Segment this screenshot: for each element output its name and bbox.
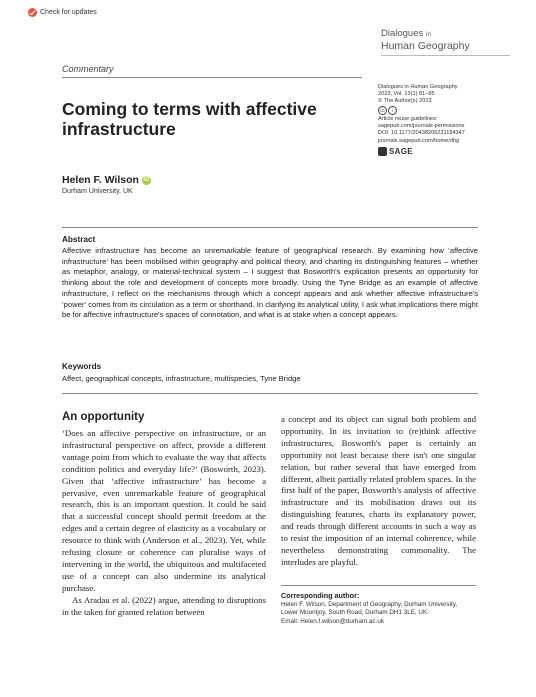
journal-logo-line2: Human Geography bbox=[381, 40, 470, 52]
section-heading: An opportunity bbox=[62, 411, 145, 423]
corresponding-line: Lower Mountjoy, South Road, Durham DH1 3LE, UK. bbox=[281, 609, 429, 617]
cc-license-icons[interactable] bbox=[378, 106, 518, 115]
meta-reuse-link[interactable]: sagepub.com/journals-permissions bbox=[378, 123, 465, 130]
journal-logo-in: in bbox=[425, 31, 431, 38]
journal-logo-line1: Dialogues bbox=[381, 28, 424, 39]
corresponding-details bbox=[281, 601, 481, 626]
sage-icon bbox=[378, 147, 387, 156]
publisher-name: SAGE bbox=[389, 146, 413, 156]
keywords-heading: Keywords bbox=[62, 362, 102, 371]
header-divider bbox=[62, 77, 362, 78]
body-paragraph: a concept and its object can signal both problem and opportunity. In its invitation to (re)think affective infrastructures, Bosworth's paper is certainly an opportunity not least because there isn't one singular relation, but rather several that have emerged from different, albeit partially related problem spaces. In the first half of the paper, Bosworth's analysis of affective infrastructure and its mobilisation draws out its distinguishing features, charts its explanatory power, and reads through different accounts in such a way as to resist the imposition of an internal coherence, while nevertheless demonstrating commonality. The interludes are playful. bbox=[281, 414, 476, 567]
meta-journal: Dialogues in Human Geography bbox=[378, 84, 458, 90]
meta-reuse: Article reuse guidelines: bbox=[378, 116, 438, 123]
check-for-updates-badge[interactable] bbox=[28, 5, 97, 19]
orcid-icon[interactable]: iD bbox=[143, 177, 150, 183]
check-updates-icon bbox=[28, 8, 37, 17]
body-column-right bbox=[281, 414, 476, 569]
body-column-left bbox=[62, 428, 266, 619]
author-affiliation: Durham University, UK bbox=[62, 188, 133, 195]
journal-logo bbox=[381, 28, 511, 52]
publisher-logo bbox=[378, 147, 518, 156]
meta-doi[interactable]: DOI: 10.1177/20438206231154347 bbox=[378, 130, 465, 137]
meta-home-link[interactable]: journals.sagepub.com/home/dhg bbox=[378, 137, 460, 144]
author-name: Helen F. Wilson bbox=[62, 174, 139, 186]
check-for-updates-label: Check for updates bbox=[40, 8, 97, 16]
cc-icon: cc bbox=[378, 106, 387, 115]
author-line bbox=[62, 174, 151, 186]
meta-volume: 2023, Vol. 13(1) 81–85 bbox=[378, 91, 435, 98]
body-paragraph: ‘Does an affective perspective on infrastructure, or an infrastructural perspective on affect, provide a different vantage point from which to evaluate the way that affects condition politics and everyday life?’ (Bosworth, 2023). Given that ‘affective infrastructure’ has become a pervasive, even unremarkable feature of geographical research, this is an important question. It could be said that a successful concept should permit freedom at the edges and a certain degree of elasticity as a vocabulary or resource to think with (Anderson et al., 2023). Yet, while refusing closure or coherence can pluralise ways of intervening in the world, the ubiquitous and multifaceted use of a concept can also undermine its analytical purchase. bbox=[62, 428, 266, 593]
corresponding-divider bbox=[281, 585, 476, 586]
section-label: Commentary bbox=[62, 64, 114, 74]
article-metadata bbox=[378, 84, 518, 156]
corresponding-heading: Corresponding author: bbox=[281, 591, 360, 600]
article-title: Coming to terms with affective infrastructure bbox=[62, 99, 317, 139]
body-paragraph: As Aradau et al. (2022) argue, attending to disruptions in the taken for granted relation between bbox=[62, 594, 266, 617]
keywords-text: Affect, geographical concepts, infrastructure, multispecies, Tyne Bridge bbox=[62, 374, 301, 383]
keywords-divider bbox=[62, 393, 478, 394]
meta-copyright: © The Author(s) 2023 bbox=[378, 98, 432, 105]
corresponding-line: Helen F. Wilson, Department of Geography, Durham University, bbox=[281, 601, 458, 608]
corresponding-email[interactable]: Email: Helen.f.wilson@durham.ac.uk bbox=[281, 617, 384, 625]
abstract-divider bbox=[62, 227, 478, 228]
abstract-heading: Abstract bbox=[62, 235, 96, 244]
abstract-text: Affective infrastructure has become an unremarkable feature of geographical research. By examining how ‘affective infrastructure’ has been mobilised within geography and political theory, and charting its distinguishing features – whether as metaphor, analogy, or material-technical system – I suggest that Bosworth's explication presents an opportunity for thinking about the role and development of concepts more broadly. Using the Tyne Bridge as an example of affective infrastructure, I reflect on the mechanisms through which a concept appears and ask whether affective infrastructure's ‘power’ comes from its circulation as a term or shorthand. In clarifying its analytical utility, I ask what implications there might be for affective infrastructure's spaces of connotation, and what is at stake when a concept appears. bbox=[62, 246, 478, 320]
logo-divider bbox=[381, 55, 510, 56]
by-icon: i bbox=[388, 106, 397, 115]
